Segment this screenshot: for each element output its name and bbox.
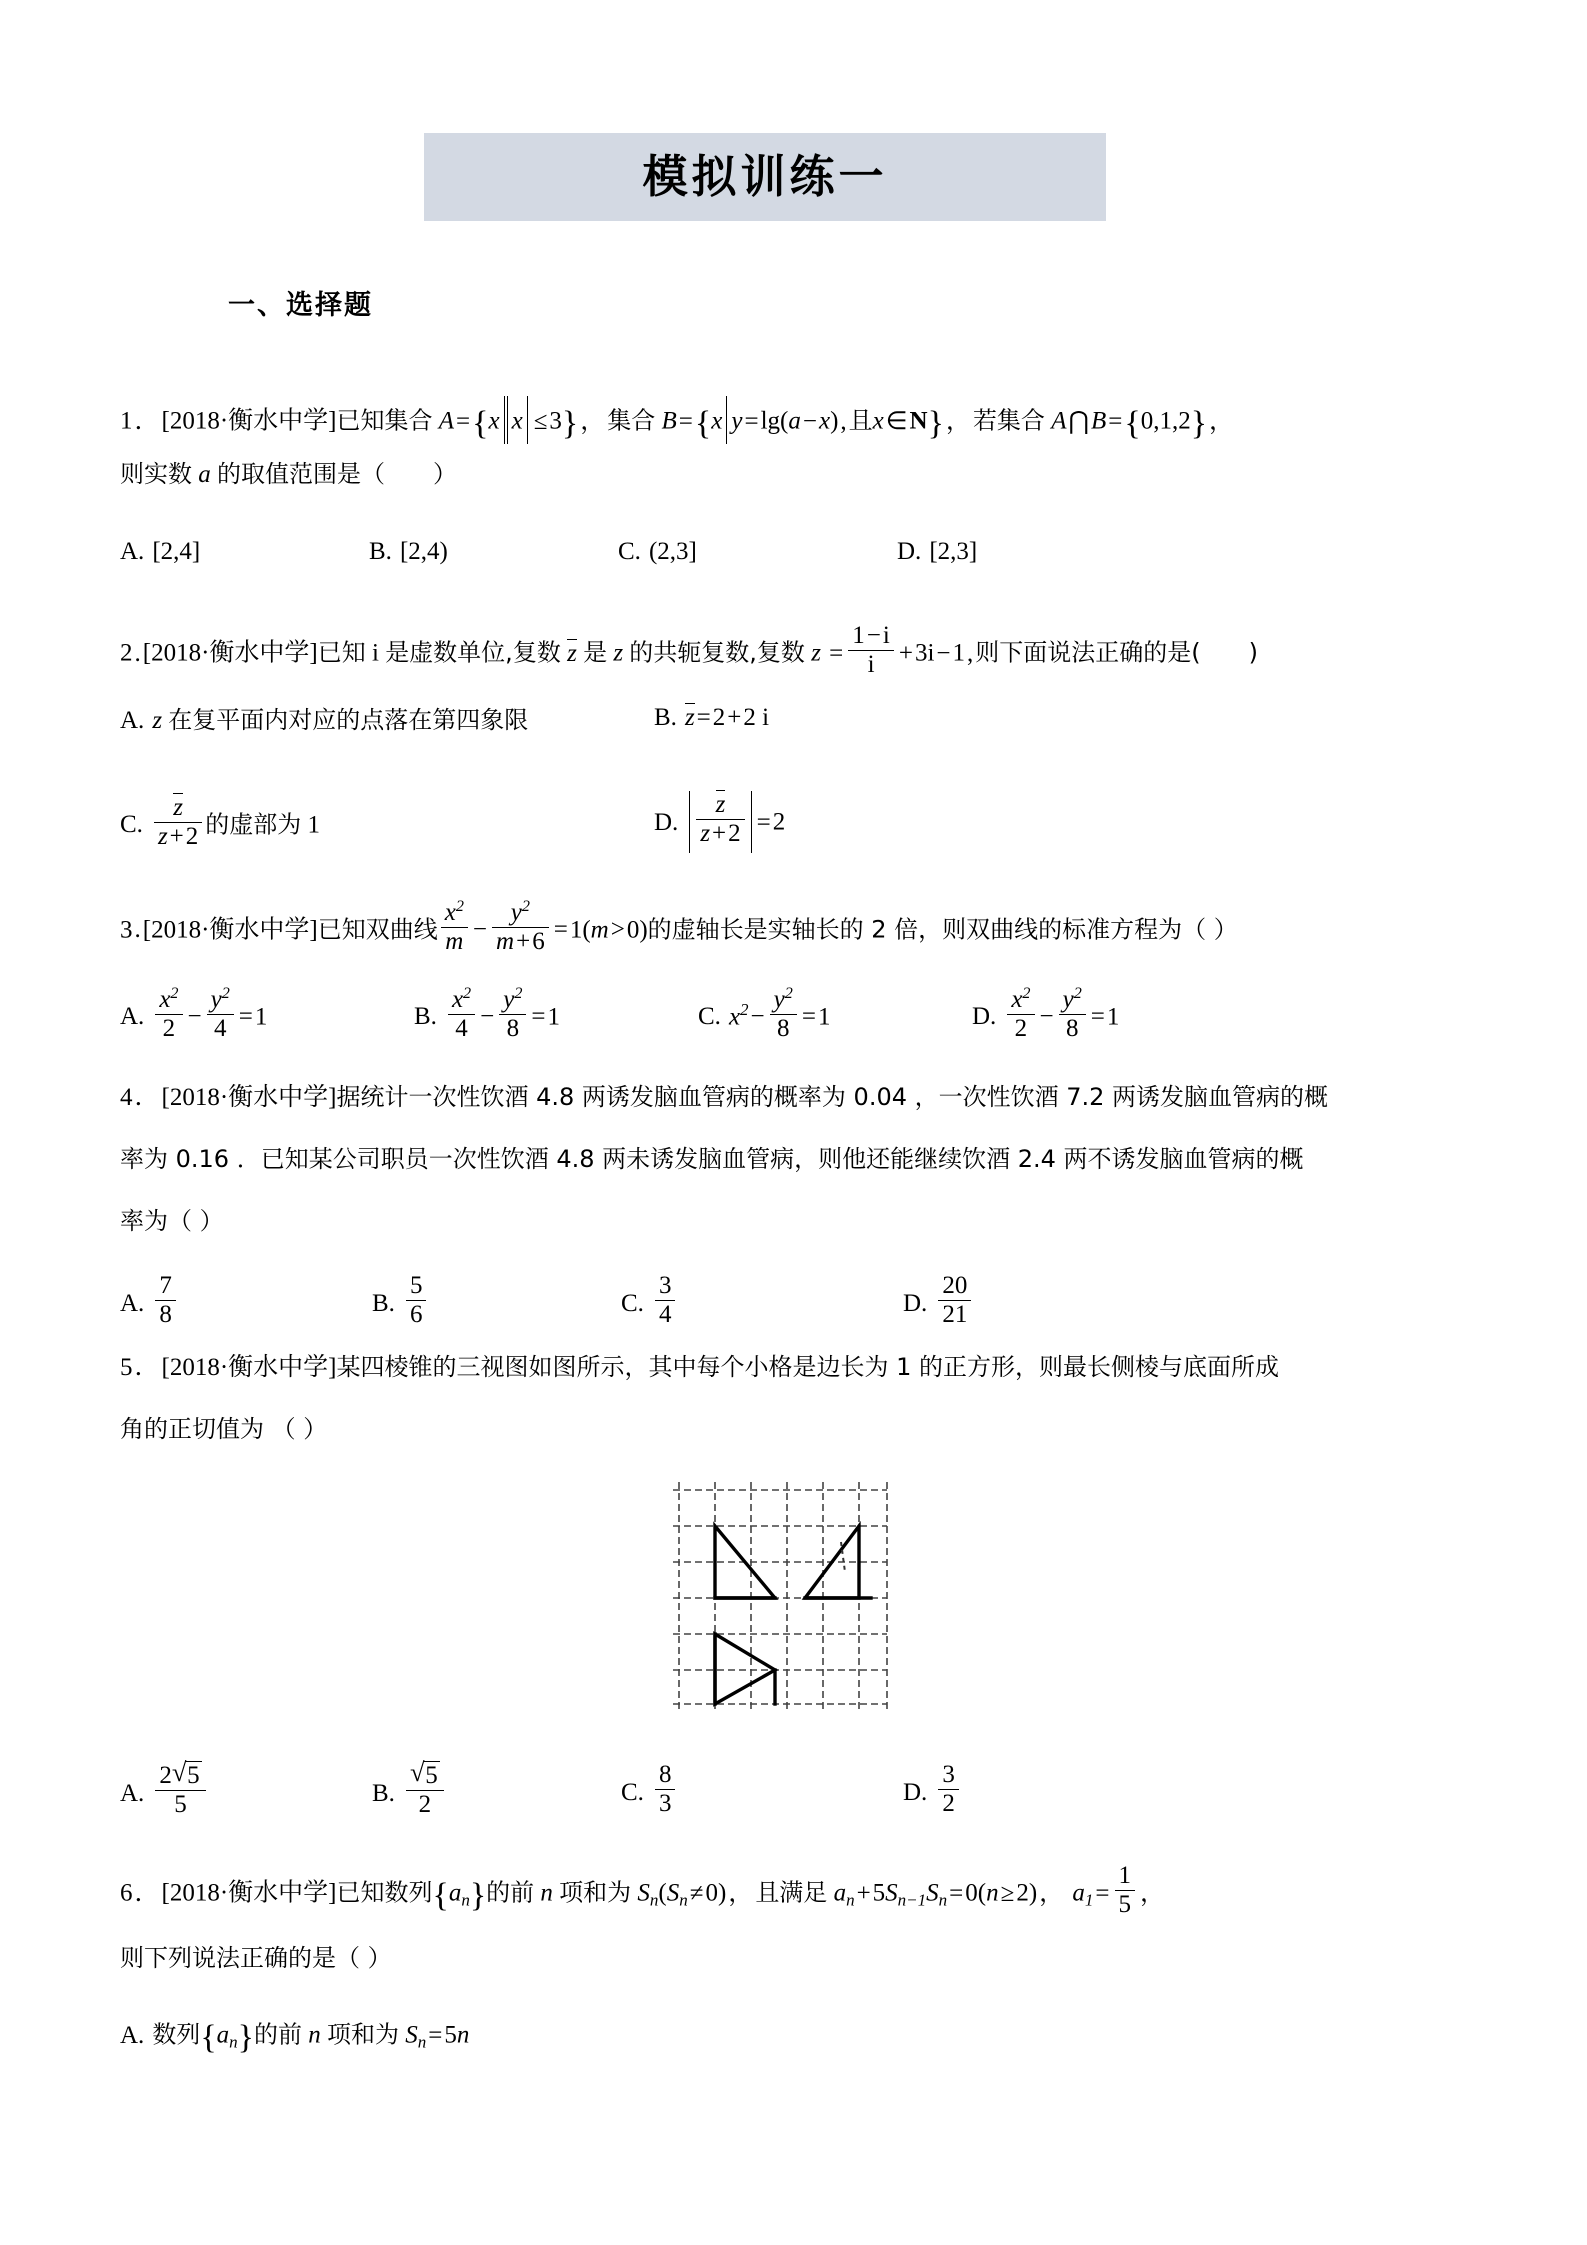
option-label: A. bbox=[120, 538, 145, 565]
question-4-line3: 率为（ ） bbox=[120, 1207, 224, 1235]
option-numerator: 5 bbox=[409, 1272, 423, 1299]
question-4-option-c[interactable] bbox=[621, 1272, 899, 1329]
option-label: C. bbox=[621, 1289, 644, 1317]
question-4-option-b[interactable] bbox=[372, 1272, 617, 1329]
option-label: B. bbox=[654, 704, 677, 731]
question-1-line2: 则实数 a 的取值范围是（ ） bbox=[120, 460, 457, 488]
question-6-option-a[interactable]: A. 数列$\{a_n\}$的前 n 项和为 $S_n=5n$ bbox=[120, 2019, 470, 2056]
question-5-option-b[interactable]: B. √ 5 2 bbox=[372, 1760, 617, 1819]
question-3-stem-part2: 的虚轴长是实轴长的 2 倍，则双曲线的标准方程为（ ） bbox=[647, 915, 1238, 944]
question-5-options bbox=[120, 1757, 1470, 1819]
question-3-options bbox=[120, 985, 1470, 1043]
question-5-line1: 5．[2018·衡水中学]某四棱锥的三视图如图所示，其中每个小格是边长为 1 的正方形，则最长侧棱与底面所成 bbox=[120, 1353, 1280, 1381]
option-denominator: 21 bbox=[938, 1300, 971, 1329]
question-1-option-b[interactable] bbox=[369, 538, 614, 566]
question-1-tag: [2018·衡水中学] bbox=[161, 407, 337, 435]
question-4-line2: 率为 0.16 ．已知某公司职员一次性饮酒 4.8 两未诱发脑血管病，则他还能继续饮酒 2.4 两不诱发脑血管病的概 bbox=[120, 1145, 1304, 1173]
top-view-triangle bbox=[715, 1634, 775, 1704]
question-2-option-d[interactable]: D. $\frac{z}{z+2}$ =2 bbox=[654, 790, 785, 853]
question-3 bbox=[120, 898, 1470, 956]
question-5-line2-row bbox=[120, 1417, 1470, 1442]
question-5-option-d[interactable]: D. $\frac{3}{2}$ bbox=[903, 1761, 962, 1818]
question-6 bbox=[120, 1862, 1470, 1919]
option-label: B. bbox=[369, 538, 392, 565]
three-view-drawing-svg bbox=[655, 1468, 900, 1713]
option-denominator: 8 bbox=[155, 1300, 176, 1329]
section-heading: 一、选择题 bbox=[228, 290, 373, 321]
question-1-option-a[interactable] bbox=[120, 538, 365, 566]
question-4-line1-text: 据统计一次性饮酒 4.8 两诱发脑血管病的概率为 0.04 ，一次性饮酒 7.2 两诱发脑血管病的概 bbox=[336, 1083, 1329, 1111]
question-3-stem: 3.[2018·衡水中学]已知双曲线 $\frac{x^2}{m}$ − $\frac{y^2}{m+6}$ =1(m>0)的虚轴长是实轴长的 2 倍，则双曲线的标准方程为（ ） bbox=[120, 898, 1238, 955]
option-label: B. bbox=[372, 1779, 395, 1807]
option-numerator: 3 bbox=[658, 1272, 672, 1299]
option-numerator: 7 bbox=[159, 1272, 172, 1299]
question-4-options bbox=[120, 1272, 1470, 1329]
page-title: 模拟训练一 bbox=[642, 150, 888, 203]
option-label: A. bbox=[120, 1779, 145, 1807]
question-1-options bbox=[120, 538, 1470, 566]
question-4-option-a[interactable] bbox=[120, 1272, 368, 1329]
question-2-option-a[interactable]: A. z 在复平面内对应的点落在第四象限 bbox=[120, 706, 529, 734]
option-label: A. bbox=[120, 2021, 145, 2049]
question-2-option-b[interactable]: B. z=2+2 i bbox=[654, 704, 770, 731]
option-text: [2,4) bbox=[399, 538, 448, 565]
question-4-line2-row bbox=[120, 1147, 1470, 1172]
question-5 bbox=[120, 1355, 1470, 1381]
question-2-option-c[interactable]: C. $\frac{z}{z+2}$ 的虚部为 1 bbox=[120, 793, 321, 850]
question-4-option-d[interactable] bbox=[903, 1272, 974, 1329]
option-label: A. bbox=[120, 1289, 145, 1317]
question-2-options-row1 bbox=[120, 700, 1470, 735]
option-label: D. bbox=[903, 1778, 928, 1806]
question-5-option-a[interactable]: A. 2 √ 5 5 bbox=[120, 1760, 368, 1819]
title-banner bbox=[424, 133, 1106, 221]
question-5-line1-text: 某四棱锥的三视图如图所示，其中每个小格是边长为 1 的正方形，则最长侧棱与底面所成 bbox=[336, 1353, 1280, 1381]
option-label: B. bbox=[372, 1289, 395, 1317]
question-6-stem: 6．[2018·衡水中学]已知数列$\{a_n\}$的前 n 项和为 $S_n(S_n\ne 0)$，且满足 $a_n+5S_{n-1}S_n=0(n\ge 2)$， $a_1=$ $\frac{1}{5}$ ， bbox=[120, 1862, 1166, 1918]
question-1-option-c[interactable] bbox=[618, 538, 893, 566]
question-4-tag: [2018·衡水中学] bbox=[161, 1084, 337, 1111]
question-6-line2-row bbox=[120, 1946, 1470, 1971]
three-view-figure bbox=[655, 1468, 900, 1713]
option-label: D. bbox=[903, 1289, 928, 1317]
option-numerator: 20 bbox=[942, 1272, 968, 1299]
option-denominator: 6 bbox=[406, 1300, 427, 1329]
question-2-tag: [2018·衡水中学] bbox=[142, 639, 318, 667]
option-text: [2,3] bbox=[929, 538, 978, 565]
question-4 bbox=[120, 1085, 1470, 1111]
question-1-stem: 1．[2018·衡水中学]已知集合 A={x x ≤3}，集合 B={x y=lg(a−x),且x∈N}，若集合 A⋂B={0,1,2}， bbox=[120, 396, 1470, 444]
option-label: C. bbox=[120, 811, 143, 839]
question-3-option-b[interactable]: B. $\frac{x^2}{4}$ − $\frac{y^2}{8}$ =1 bbox=[414, 985, 561, 1042]
option-label: C. bbox=[698, 1003, 721, 1031]
question-2-stem: 2.[2018·衡水中学]已知 i 是虚数单位,复数 z 是 z 的共轭复数,复数 z = $\frac{1-i}{i}$ +3i−1,则下面说法正确的是( ) bbox=[120, 622, 1258, 678]
question-1-option-d[interactable] bbox=[897, 538, 977, 566]
option-label: D. bbox=[972, 1003, 997, 1031]
question-5-option-c[interactable]: C. $\frac{8}{3}$ bbox=[621, 1761, 899, 1818]
option-label: D. bbox=[897, 538, 922, 565]
option-text: [2,4] bbox=[152, 538, 201, 565]
option-label: C. bbox=[618, 538, 641, 565]
question-1 bbox=[120, 396, 1470, 444]
question-5-line2: 角的正切值为 （ ） bbox=[120, 1415, 328, 1443]
question-2-options-row2 bbox=[120, 790, 1470, 853]
question-3-tag: [2018·衡水中学] bbox=[142, 916, 318, 944]
option-label: B. bbox=[414, 1003, 437, 1031]
option-label: A. bbox=[120, 1003, 145, 1031]
question-2 bbox=[120, 622, 1470, 679]
question-5-tag: [2018·衡水中学] bbox=[161, 1354, 337, 1381]
question-6-tag: [2018·衡水中学] bbox=[161, 1879, 337, 1907]
question-3-stem-part1: 已知双曲线 bbox=[317, 915, 438, 944]
option-denominator: 4 bbox=[655, 1300, 676, 1329]
option-text: (2,3] bbox=[648, 538, 697, 565]
option-label: C. bbox=[621, 1778, 644, 1806]
question-3-option-a[interactable]: A. $\frac{x^2}{2}$ − $\frac{y^2}{4}$ =1 bbox=[120, 985, 268, 1042]
question-1-line2-row bbox=[120, 462, 1470, 488]
question-1-stem-part3: 若集合 bbox=[972, 406, 1045, 435]
question-1-stem-part2: 集合 bbox=[607, 406, 656, 435]
question-3-option-d[interactable]: D. $\frac{x^2}{2}$ − $\frac{y^2}{8}$ =1 bbox=[972, 985, 1120, 1042]
option-label: D. bbox=[654, 808, 679, 836]
question-1-stem-part1: 已知集合 bbox=[336, 406, 433, 435]
question-4-line1: 4．[2018·衡水中学]据统计一次性饮酒 4.8 两诱发脑血管病的概率为 0.04 ，一次性饮酒 7.2 两诱发脑血管病的概 bbox=[120, 1083, 1329, 1111]
question-3-option-c[interactable]: C. $x^2-$ $\frac{y^2}{8}$ =1 bbox=[698, 985, 831, 1042]
question-4-line3-row bbox=[120, 1209, 1470, 1234]
question-6-line2: 则下列说法正确的是（ ） bbox=[120, 1944, 392, 1972]
question-6-option-a-row bbox=[120, 2020, 1470, 2056]
option-label: A. bbox=[120, 707, 145, 734]
